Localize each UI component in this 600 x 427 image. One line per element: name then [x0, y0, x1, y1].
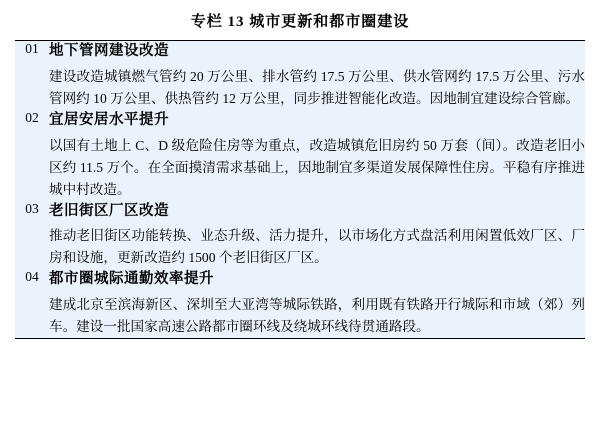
- item-text: 建设改造城镇燃气管约 20 万公里、排水管约 17.5 万公里、供水管网约 17.5 万公里、污水管网约 10 万公里、供热管约 12 万公里，同步推进智能化改造。因地制宜建设综合管廊。: [49, 68, 585, 106]
- item-content: [49, 41, 585, 110]
- feature-box-table: [15, 40, 585, 339]
- table-row: [15, 269, 585, 338]
- item-number: 04: [15, 269, 49, 338]
- item-content: [49, 201, 585, 270]
- item-number: 02: [15, 110, 49, 201]
- item-heading: 宜居安居水平提升: [49, 111, 169, 128]
- item-heading: 都市圈城际通勤效率提升: [49, 271, 214, 288]
- table-row: [15, 41, 585, 110]
- item-number: 01: [15, 41, 49, 110]
- item-content: [49, 269, 585, 338]
- table-row: [15, 110, 585, 201]
- item-content: [49, 110, 585, 201]
- item-heading: 老旧街区厂区改造: [49, 202, 169, 219]
- item-number: 03: [15, 201, 49, 270]
- item-heading: 地下管网建设改造: [49, 43, 169, 59]
- item-text: 以国有土地上 C、D 级危险住房等为重点，改造城镇危旧房约 50 万套（间）。改造老旧小区约 11.5 万个。在全面摸清需求基础上，因地制宜多渠道发展保障性住房。平稳有序推进城中村改造。: [49, 137, 585, 197]
- table-row: [15, 201, 585, 270]
- page-title: 专栏 13 城市更新和都市圈建设: [190, 14, 410, 30]
- item-text: 建成北京至滨海新区、深圳至大亚湾等城际铁路，利用既有铁路开行城际和市域（郊）列车。建设一批国家高速公路都市圈环线及绕城环线待贯通路段。: [49, 297, 585, 335]
- item-text: 推动老旧街区功能转换、业态升级、活力提升，以市场化方式盘活利用闲置低效厂区、厂房和设施，更新改造约 1500 个老旧街区厂区。: [49, 228, 585, 266]
